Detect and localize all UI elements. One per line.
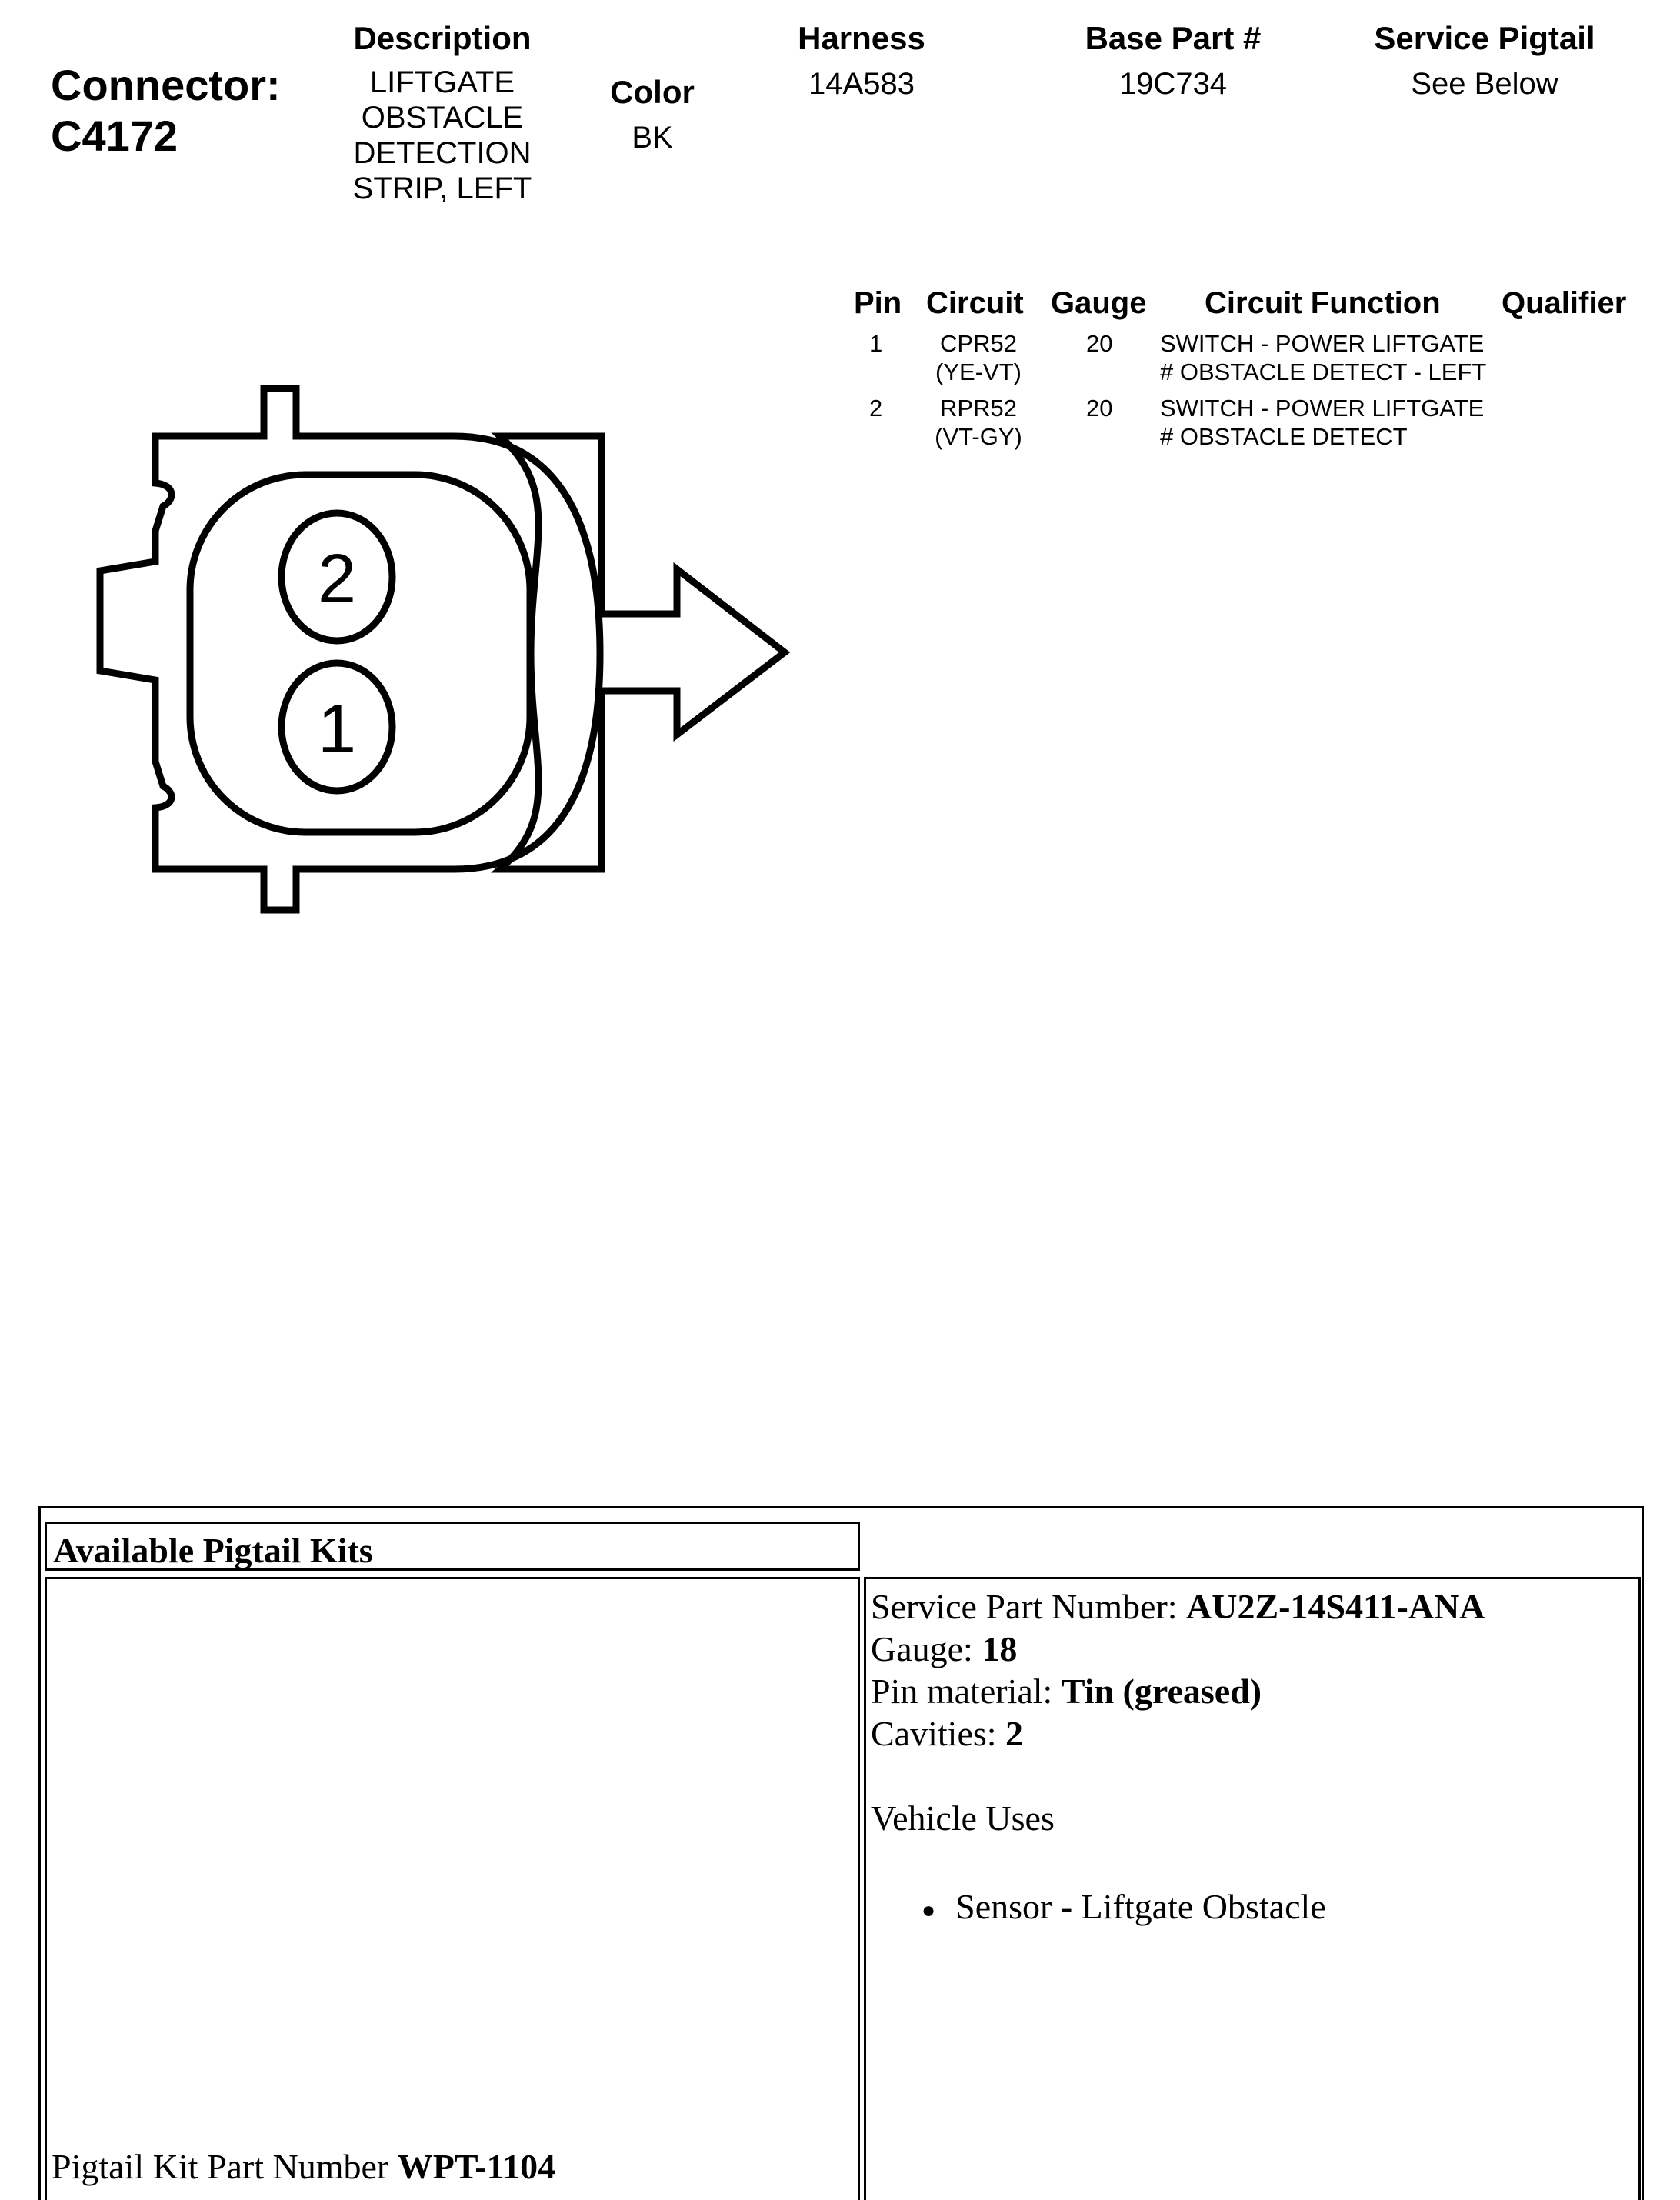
- circuit-cell: [902, 394, 1055, 451]
- function-column-header: Circuit Function: [1205, 286, 1441, 320]
- cavities-label: Cavities:: [871, 1714, 1006, 1753]
- circuit-id: CPR52: [940, 330, 1017, 357]
- connector-label: Connector:: [51, 61, 281, 109]
- pigtail-title-box: [45, 1522, 860, 1571]
- pigtail-details-panel: [864, 1577, 1641, 2200]
- connector-inner-cavity: [190, 475, 530, 832]
- kit-number: WPT-1104: [397, 2147, 556, 2186]
- cavities-line: [871, 1712, 1023, 1755]
- service-part-label: Service Part Number:: [871, 1587, 1187, 1626]
- qualifier-column-header: Qualifier: [1502, 286, 1627, 320]
- service-pigtail-value: See Below: [1411, 67, 1558, 101]
- pin-material-value: Tin (greased): [1061, 1672, 1262, 1711]
- pin-number: 1: [869, 330, 883, 357]
- vehicle-use-text: Sensor - Liftgate Obstacle: [955, 1887, 1326, 1926]
- gauge-label: Gauge:: [871, 1629, 982, 1668]
- kit-number-label: Pigtail Kit Part Number: [52, 2147, 398, 2186]
- description-header: Description: [353, 20, 532, 56]
- connector-face-diagram: [0, 0, 846, 962]
- service-pigtail-header: Service Pigtail: [1374, 20, 1595, 56]
- pigtail-image-panel: [45, 1577, 860, 2200]
- pigtail-title: Available Pigtail Kits: [53, 1531, 373, 1570]
- pigtail-kit-line: [52, 2145, 555, 2188]
- gauge-cell: 20: [1086, 395, 1113, 422]
- color-value: BK: [632, 121, 673, 155]
- pin-label-1: 1: [317, 691, 357, 768]
- service-part-line: [871, 1585, 1485, 1628]
- function-line: SWITCH - POWER LIFTGATE: [1160, 330, 1485, 357]
- bullet-icon: ●: [922, 1897, 936, 1923]
- description-line: DETECTION: [353, 136, 532, 170]
- pin-material-line: [871, 1670, 1262, 1712]
- function-line: SWITCH - POWER LIFTGATE: [1160, 395, 1485, 422]
- function-cell: [1160, 394, 1484, 451]
- circuit-color: (YE-VT): [935, 358, 1022, 385]
- circuit-id: RPR52: [940, 395, 1017, 422]
- circuit-column-header: Circuit: [926, 286, 1024, 320]
- color-header: Color: [610, 74, 695, 110]
- base-part-value: 19C734: [1118, 67, 1228, 101]
- description-line: STRIP, LEFT: [352, 172, 532, 205]
- list-item: [922, 1885, 1326, 1932]
- description-line: OBSTACLE: [361, 101, 524, 135]
- base-part-header: Base Part #: [1085, 20, 1262, 56]
- circuit-cell: [902, 329, 1055, 386]
- pin-label-2: 2: [317, 541, 357, 618]
- gauge-column-header: Gauge: [1051, 286, 1147, 320]
- function-line: # OBSTACLE DETECT - LEFT: [1160, 358, 1487, 385]
- function-cell: [1160, 329, 1486, 386]
- service-part-number: AU2Z-14S411-ANA: [1186, 1587, 1485, 1626]
- cavities-value: 2: [1005, 1714, 1024, 1753]
- function-line: # OBSTACLE DETECT: [1160, 423, 1408, 450]
- connector-latch-outline: [500, 436, 785, 869]
- pin-material-label: Pin material:: [871, 1672, 1062, 1711]
- gauge-cell: 20: [1086, 330, 1113, 357]
- gauge-value: 18: [982, 1629, 1018, 1668]
- harness-value: 14A583: [808, 67, 915, 101]
- circuit-color: (VT-GY): [935, 423, 1022, 450]
- vehicle-uses-title: Vehicle Uses: [871, 1798, 1055, 1838]
- gauge-line: [871, 1628, 1017, 1670]
- connector-id: C4172: [51, 112, 178, 160]
- description-line: LIFTGATE: [369, 65, 515, 99]
- pin-number: 2: [869, 395, 883, 422]
- pin-column-header: Pin: [854, 286, 902, 320]
- harness-header: Harness: [798, 20, 925, 56]
